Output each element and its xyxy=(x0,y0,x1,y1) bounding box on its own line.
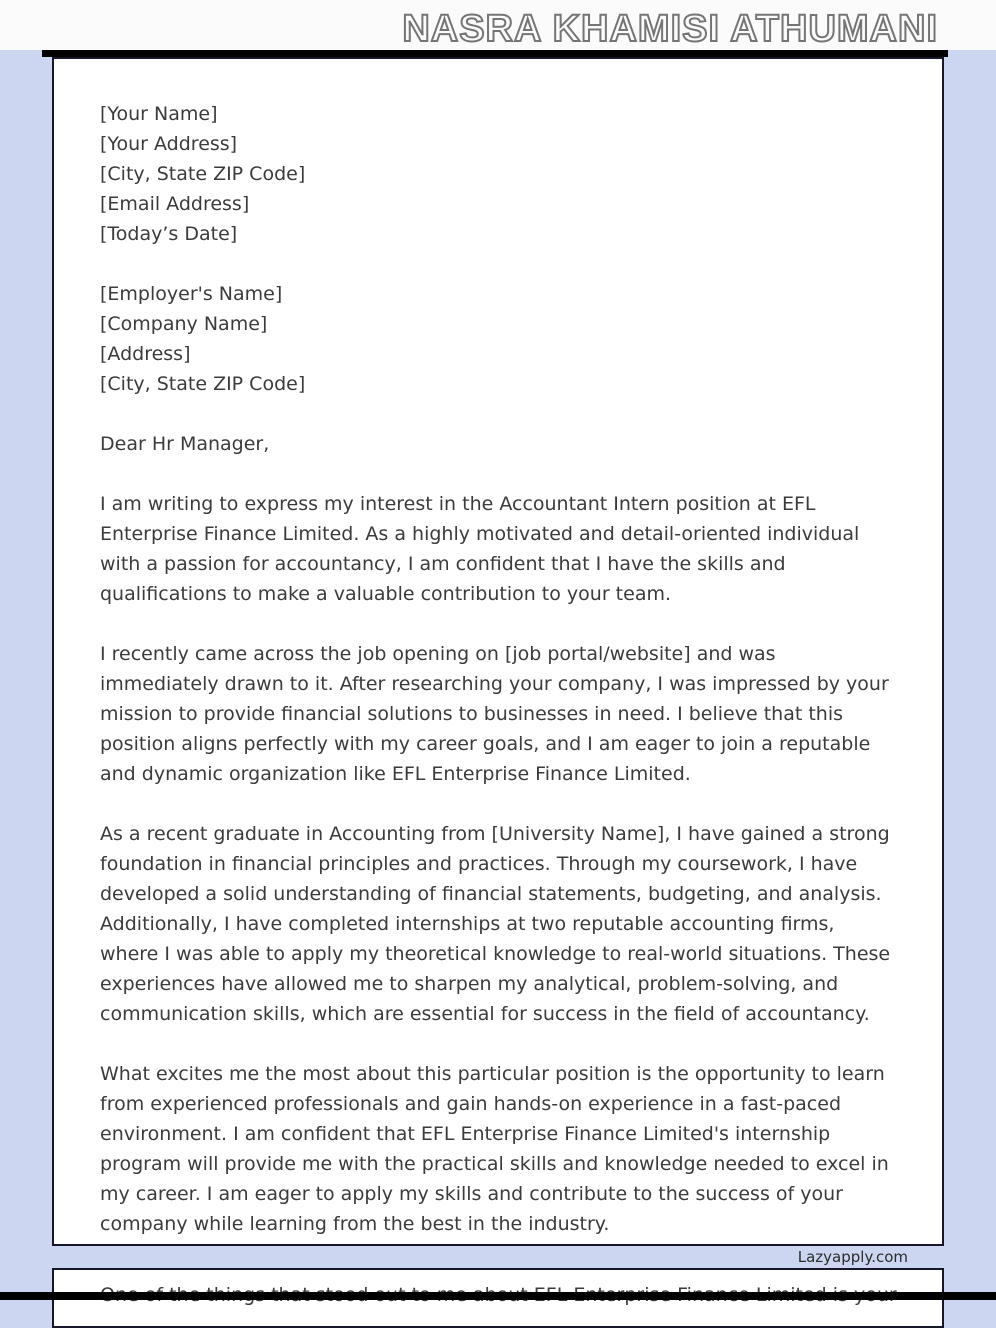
sender-name-line: [Your Name] xyxy=(100,103,218,125)
sender-city-line: [City, State ZIP Code] xyxy=(100,163,306,185)
header-band xyxy=(0,0,996,50)
recipient-address-line: [Address] xyxy=(100,343,191,365)
recipient-address-block xyxy=(100,279,898,399)
recipient-company-line: [Company Name] xyxy=(100,313,268,335)
sender-date-line: [Today’s Date] xyxy=(100,223,238,245)
sender-address-block xyxy=(100,99,898,249)
author-name: NASRA KHAMISI ATHUMANI xyxy=(402,8,938,50)
sender-address-line: [Your Address] xyxy=(100,133,238,155)
watermark-row xyxy=(0,1246,996,1268)
header-divider xyxy=(42,50,948,57)
letter-paragraph-3: As a recent graduate in Accounting from [University Name], I have gained a strong foundation in financial principles and practices. Through my coursework, I have developed a solid understanding of financial statements, budgeting, and analysis. Additionally, I have completed internships at two reputable accounting firms, where I was able to apply my theoretical knowledge to real-world situations. These experiences have allowed me to sharpen my analytical, problem-solving, and communication skills, which are essential for success in the field of accountancy. xyxy=(100,823,891,1025)
bottom-frame-bar xyxy=(0,1292,996,1300)
lazyapply-watermark-link[interactable]: Lazyapply.com xyxy=(797,1248,908,1266)
recipient-city-line: [City, State ZIP Code] xyxy=(100,373,306,395)
letter-paragraph-4: What excites me the most about this particular position is the opportunity to learn from experienced professionals and gain hands-on experience in a fast-paced environment. I am confident that EFL Enterprise Finance Limited's internship program will provide me with the practical skills and knowledge needed to excel in my career. I am eager to apply my skills and contribute to the success of your company while learning from the best in the industry. xyxy=(100,1063,889,1235)
sender-email-line: [Email Address] xyxy=(100,193,250,215)
recipient-name-line: [Employer's Name] xyxy=(100,283,283,305)
salutation: Dear Hr Manager, xyxy=(100,433,270,455)
letter-page-1 xyxy=(52,57,944,1246)
letter-paragraph-1: I am writing to express my interest in the Accountant Intern position at EFL Enterprise Finance Limited. As a highly motivated and detail-oriented individual with a passion for accountancy, I am confident that I have the skills and qualifications to make a valuable contribution to your team. xyxy=(100,493,860,605)
salutation-block xyxy=(100,429,898,459)
letter-paragraph-2: I recently came across the job opening on [job portal/website] and was immediately drawn to it. After researching your company, I was impressed by your mission to provide financial solutions to businesses in need. I believe that this position aligns perfectly with my career goals, and I am eager to join a reputable and dynamic organization like EFL Enterprise Finance Limited. xyxy=(100,643,889,785)
